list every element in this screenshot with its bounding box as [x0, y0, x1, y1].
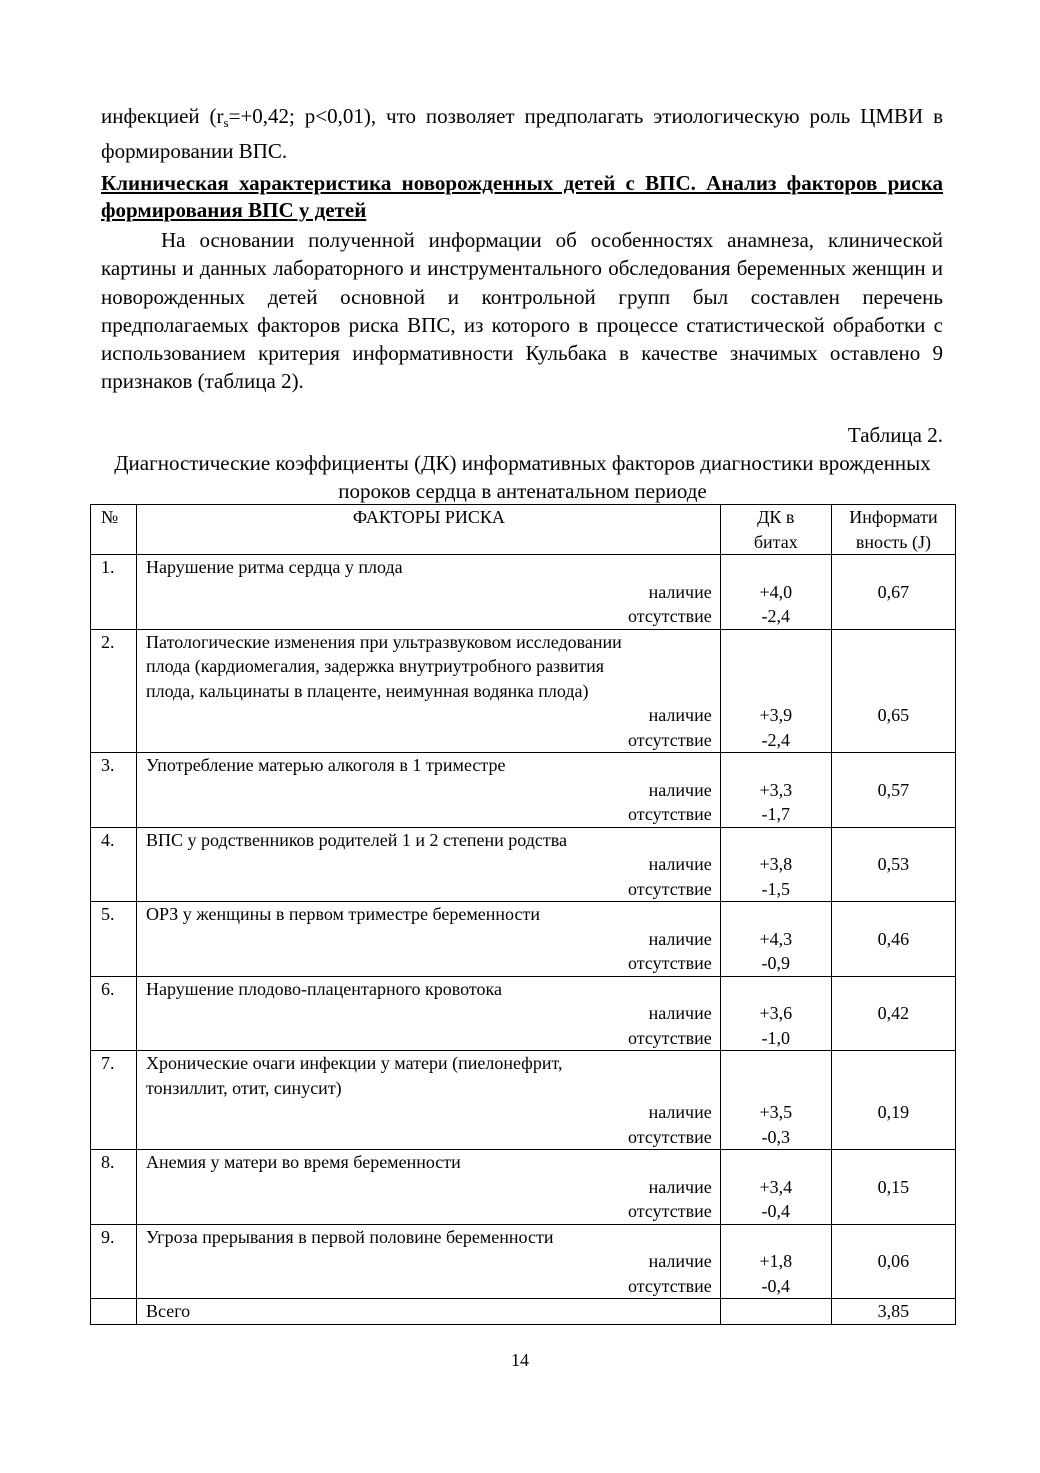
row-factor [137, 827, 721, 902]
intro-text-start: инфекцией (r [101, 104, 224, 128]
factor-text: плода (кардиомегалия, задержка внутриутробного развития [146, 656, 605, 676]
row-number: 9. [91, 1224, 137, 1299]
row-info [831, 1051, 955, 1150]
row-factor [137, 976, 721, 1051]
info-value: 0,42 [877, 1003, 910, 1023]
risk-factors-table [90, 504, 956, 1325]
factor-text: Употребление матерью алкоголя в 1 триместре [146, 755, 506, 775]
present-label: наличие [648, 1251, 712, 1271]
intro-subscript: s [223, 115, 229, 130]
absent-label: отсутствие [628, 804, 712, 824]
present-label: наличие [648, 928, 712, 949]
factor-text: тонзиллит, отит, синусит) [146, 1077, 342, 1098]
factor-text: Нарушение плодово-плацентарного кровотока [146, 978, 503, 999]
blank-line [832, 1076, 955, 1101]
dk-absent-value: -1,0 [761, 1027, 791, 1048]
blank-line [721, 902, 831, 927]
table-row [91, 753, 956, 828]
dk-absent-value: -2,4 [761, 729, 791, 750]
blank-line [832, 679, 955, 704]
blank-line [721, 654, 831, 679]
table-row [91, 555, 956, 630]
dk-present-value: +3,3 [759, 779, 793, 800]
info-value: 0,19 [877, 1102, 910, 1122]
blank-line [721, 1150, 831, 1175]
dk-absent-value: -1,7 [761, 804, 791, 824]
dk-absent-value: -0,4 [761, 1275, 791, 1296]
row-factor [137, 902, 721, 977]
total-num-cell [91, 1299, 137, 1325]
header-dk-line2: битах [753, 531, 798, 552]
blank-line [832, 1225, 955, 1250]
factor-text: Нарушение ритма сердца у плода [146, 557, 403, 577]
row-number: 4. [91, 827, 137, 902]
factor-text: Хронические очаги инфекции у матери (пиелонефрит, [146, 1053, 563, 1073]
absent-label: отсутствие [628, 953, 712, 973]
row-dk [720, 629, 831, 753]
row-dk [720, 827, 831, 902]
row-info [831, 902, 955, 977]
row-info [831, 629, 955, 753]
blank-line [721, 679, 831, 704]
header-info-line2: вность (J) [855, 531, 931, 552]
blank-line [832, 1150, 955, 1175]
dk-absent-value: -0,4 [761, 1201, 791, 1221]
info-value: 0,06 [877, 1251, 910, 1271]
row-info [831, 753, 955, 828]
row-number: 1. [91, 555, 137, 630]
blank-line [721, 630, 831, 655]
section-heading: Клиническая характеристика новорожденных детей с ВПС. Анализ факторов риска формирования ВПС у детей [101, 171, 943, 222]
absent-label: отсутствие [628, 606, 712, 626]
table-header-row [91, 505, 956, 555]
table-body [91, 505, 956, 1325]
table-row [91, 629, 956, 753]
factor-text: ОРЗ у женщины в первом триместре беременности [146, 904, 540, 924]
intro-text-end: =+0,42; p<0,01), что позволяет предполагать этиологическую роль ЦМВИ в формировании ВПС. [101, 104, 943, 164]
row-dk [720, 902, 831, 977]
present-label: наличие [648, 581, 712, 602]
dk-absent-value: -0,9 [761, 953, 791, 973]
row-factor [137, 1224, 721, 1299]
dk-absent-value: -2,4 [761, 606, 791, 626]
total-label: Всего [137, 1299, 721, 1325]
row-factor [137, 555, 721, 630]
blank-line [721, 977, 831, 1002]
factor-text: плода, кальцинаты в плаценте, неимунная водянка плода) [146, 680, 589, 701]
info-value: 0,67 [877, 581, 910, 602]
present-label: наличие [648, 1176, 712, 1197]
row-info [831, 555, 955, 630]
blank-line [832, 1051, 955, 1076]
row-dk [720, 1150, 831, 1225]
factor-text: ВПС у родственников родителей 1 и 2 степени родства [146, 829, 568, 850]
info-value: 0,65 [877, 705, 910, 725]
blank-line [832, 630, 955, 655]
row-info [831, 827, 955, 902]
row-dk [720, 555, 831, 630]
factor-text: Анемия у матери во время беременности [146, 1152, 461, 1172]
present-label: наличие [648, 705, 712, 725]
dk-absent-value: -0,3 [761, 1126, 791, 1147]
factor-text: Патологические изменения при ультразвуковом исследовании [146, 631, 622, 652]
table-row [91, 1051, 956, 1150]
blank-line [832, 828, 955, 853]
total-dk-cell [720, 1299, 831, 1325]
row-number: 3. [91, 753, 137, 828]
absent-label: отсутствие [628, 878, 712, 899]
row-number: 8. [91, 1150, 137, 1225]
intro-paragraph [101, 102, 943, 166]
absent-label: отсутствие [628, 1275, 712, 1296]
factor-text: Угроза прерывания в первой половине беременности [146, 1226, 554, 1247]
blank-line [832, 555, 955, 580]
header-info [831, 505, 955, 555]
row-dk [720, 753, 831, 828]
dk-present-value: +3,8 [759, 854, 793, 874]
dk-present-value: +3,6 [759, 1003, 793, 1023]
row-factor [137, 753, 721, 828]
blank-line [721, 828, 831, 853]
row-number: 6. [91, 976, 137, 1051]
table-row [91, 976, 956, 1051]
present-label: наличие [648, 1003, 712, 1023]
dk-present-value: +3,9 [759, 705, 793, 725]
blank-line [721, 1076, 831, 1101]
blank-line [832, 902, 955, 927]
row-dk [720, 1224, 831, 1299]
row-info [831, 976, 955, 1051]
absent-label: отсутствие [628, 1126, 712, 1147]
info-value: 0,15 [877, 1176, 910, 1197]
info-value: 0,46 [877, 928, 910, 949]
table-label: Таблица 2. [847, 423, 943, 447]
header-num: № [91, 505, 137, 555]
dk-absent-value: -1,5 [761, 878, 791, 899]
blank-line [721, 1225, 831, 1250]
dk-present-value: +3,4 [759, 1176, 793, 1197]
present-label: наличие [648, 779, 712, 800]
dk-present-value: +4,0 [759, 581, 793, 602]
row-factor [137, 1150, 721, 1225]
dk-present-value: +3,5 [759, 1102, 793, 1122]
body-paragraph: На основании полученной информации об особенностях анамнеза, клинической картины и данных лабораторного и инструментального обследования беременных женщин и новорожденных детей основной и контрольной групп был составлен перечень предполагаемых факторов риска ВПС, из которого в процессе статистической обработки с использованием критерия информативности Кульбака в качестве значимых оставлено 9 признаков (таблица 2). [101, 228, 943, 394]
info-value: 0,53 [877, 854, 910, 874]
table-caption: Диагностические коэффициенты (ДК) информативных факторов диагностики врожденных пороков сердца в антенатальном периоде [114, 451, 931, 503]
row-factor [137, 1051, 721, 1150]
blank-line [721, 1051, 831, 1076]
total-info: 3,85 [831, 1299, 955, 1325]
page-number: 14 [511, 1350, 529, 1370]
blank-line [721, 753, 831, 778]
header-factor: ФАКТОРЫ РИСКА [137, 505, 721, 555]
row-info [831, 1150, 955, 1225]
blank-line [832, 977, 955, 1002]
dk-present-value: +4,3 [759, 928, 793, 949]
row-dk [720, 1051, 831, 1150]
header-dk-line1: ДК в [757, 507, 795, 527]
info-value: 0,57 [877, 779, 910, 800]
row-number: 5. [91, 902, 137, 977]
dk-present-value: +1,8 [759, 1251, 793, 1271]
header-dk [720, 505, 831, 555]
absent-label: отсутствие [628, 1201, 712, 1221]
table-row [91, 827, 956, 902]
header-info-line1: Информати [849, 507, 938, 527]
table-row [91, 1224, 956, 1299]
row-dk [720, 976, 831, 1051]
present-label: наличие [648, 854, 712, 874]
present-label: наличие [648, 1102, 712, 1122]
blank-line [721, 555, 831, 580]
row-number: 7. [91, 1051, 137, 1150]
absent-label: отсутствие [628, 729, 712, 750]
row-info [831, 1224, 955, 1299]
total-row [91, 1299, 956, 1325]
blank-line [832, 753, 955, 778]
row-number: 2. [91, 629, 137, 753]
row-factor [137, 629, 721, 753]
absent-label: отсутствие [628, 1027, 712, 1048]
blank-line [832, 654, 955, 679]
table-row [91, 902, 956, 977]
table-row [91, 1150, 956, 1225]
